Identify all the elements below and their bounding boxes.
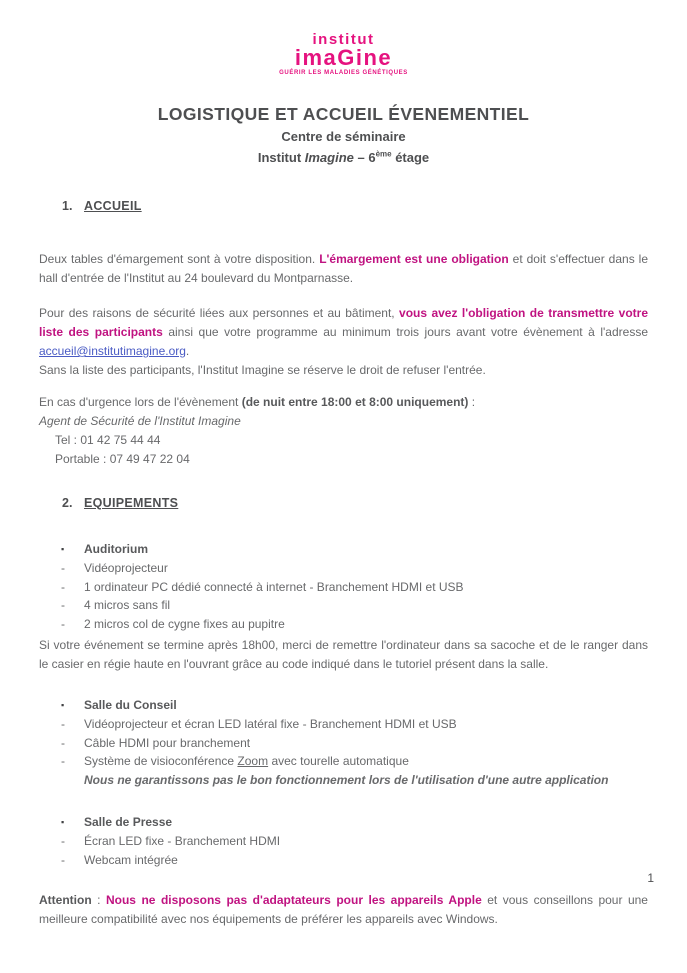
list-item [61, 596, 648, 615]
logo-text-imagine: imaGine [294, 45, 393, 70]
conseil-title-row [61, 696, 648, 715]
page-title: LOGISTIQUE ET ACCUEIL ÉVENEMENTIEL [157, 104, 530, 124]
subtitle-centre: Centre de séminaire [281, 129, 406, 144]
list-item [61, 715, 648, 734]
section-2-heading [62, 494, 648, 513]
p2-text-3: . [185, 344, 190, 358]
presse-title-row [61, 813, 648, 832]
p1-text-1: Deux tables d'émargement sont à votre disposition. [39, 252, 320, 266]
visio-text-2: avec tourelle automatique [268, 754, 409, 768]
attention-text-2: et vous conseillons pour une meilleure compatibilité avec nos équipements de préférer les appareils avec Windows. [39, 893, 648, 926]
dash-bullet-icon: - [61, 834, 65, 848]
p2-highlight: vous avez l'obligation de transmettre votre liste des participants [39, 306, 648, 339]
section-2-number: 2. [62, 496, 73, 510]
conseil-disclaimer: Nous ne garantissons pas le bon fonctionnement lors de l'utilisation d'une autre application [84, 772, 609, 787]
paragraph-securite [39, 304, 648, 380]
list-item-label: 1 ordinateur PC dédié connecté à internet - Branchement HDMI et USB [84, 579, 464, 594]
square-bullet-icon: ▪ [61, 544, 65, 554]
subtitle-location [0, 147, 687, 168]
logo-tagline: GUÉRIR LES MALADIES GÉNÉTIQUES [279, 70, 408, 76]
paragraph-emargement [39, 250, 648, 288]
page-number: 1 [647, 871, 654, 885]
email-link[interactable]: accueil@institutimagine.org [39, 344, 186, 358]
list-item [61, 578, 648, 597]
list-item [61, 832, 648, 851]
urgence-line [39, 393, 648, 412]
dash-bullet-icon: - [61, 754, 65, 768]
subtitle-superscript: ème [375, 149, 392, 159]
conseil-block [39, 696, 648, 771]
subtitle-mid: – 6 [353, 150, 376, 165]
section-1-number: 1. [62, 199, 73, 213]
list-item-visio [61, 752, 648, 771]
security-agent-line: Agent de Sécurité de l'Institut Imagine [39, 414, 241, 428]
list-item-label: 2 micros col de cygne fixes au pupitre [84, 616, 285, 631]
subtitle-pre: Institut [257, 150, 305, 165]
visio-label [84, 752, 409, 771]
section-2-label: EQUIPEMENTS [84, 496, 179, 510]
auditorium-note: Si votre événement se termine après 18h00, merci de remettre l'ordinateur dans sa sacoche et de le ranger dans le casier en régie haute en l'ouvrant grâce au code indiqué dans le tutoriel présent dans la salle. [39, 638, 648, 671]
list-item-label: Vidéoprojecteur [84, 561, 168, 575]
dash-bullet-icon: - [61, 852, 65, 867]
room-title-auditorium: Auditorium [84, 542, 148, 556]
visio-text-1: Système de visioconférence [84, 754, 238, 768]
attention-highlight: Nous ne disposons pas d'adaptateurs pour les appareils Apple [105, 893, 482, 907]
p2-line-2: Sans la liste des participants, l'Institut Imagine se réserve le droit de refuser l'entrée. [39, 363, 486, 377]
attention-paragraph [39, 891, 648, 929]
logo-text-institut: institut [312, 31, 375, 48]
list-item-label: Webcam intégrée [84, 852, 178, 867]
subtitle-imagine-italic: Imagine [304, 150, 354, 165]
list-item [61, 559, 648, 578]
square-bullet-icon: ▪ [61, 700, 65, 710]
presse-block [39, 813, 648, 869]
attention-sep: : [91, 893, 106, 907]
dash-bullet-icon: - [61, 598, 65, 612]
auditorium-title-row [61, 540, 648, 559]
list-item [61, 734, 648, 753]
dash-bullet-icon: - [61, 616, 65, 631]
list-item [61, 851, 648, 870]
dash-bullet-icon: - [61, 735, 65, 750]
paragraph-urgence [39, 393, 648, 469]
urgence-bold: (de nuit entre 18:00 et 8:00 uniquement) [241, 395, 469, 409]
section-1-heading [62, 197, 648, 216]
section-1-label: ACCUEIL [84, 199, 142, 213]
dash-bullet-icon: - [61, 579, 65, 594]
attention-label: Attention [39, 893, 92, 907]
urgence-text-2: : [468, 395, 476, 409]
p1-highlight: L'émargement est une obligation [319, 252, 509, 266]
institut-imagine-logo [0, 0, 687, 77]
p2-text-2: ainsi que votre programme au minimum trois jours avant votre évènement à l'adresse [162, 325, 649, 339]
zoom-underlined: Zoom [237, 754, 269, 768]
list-item [61, 615, 648, 634]
square-bullet-icon: ▪ [61, 817, 65, 827]
list-item-label: Vidéoprojecteur et écran LED latéral fixe - Branchement HDMI et USB [84, 717, 457, 731]
dash-bullet-icon: - [61, 717, 65, 731]
phone-tel: Tel : 01 42 75 44 44 [55, 433, 161, 447]
phone-portable: Portable : 07 49 47 22 04 [55, 452, 190, 466]
subtitle-post: étage [391, 150, 430, 165]
urgence-text-1: En cas d'urgence lors de l'évènement [39, 395, 242, 409]
room-title-presse: Salle de Presse [84, 815, 173, 829]
p2-text-1: Pour des raisons de sécurité liées aux personnes et au bâtiment, [39, 306, 400, 320]
list-item-label: Écran LED fixe - Branchement HDMI [84, 834, 281, 848]
auditorium-block [39, 540, 648, 633]
p1-text-2: et doit s'effectuer dans le hall d'entrée de l'Institut au 24 boulevard du Montparnasse. [39, 252, 648, 285]
list-item-label: Câble HDMI pour branchement [84, 735, 251, 750]
dash-bullet-icon: - [61, 561, 65, 575]
list-item-label: 4 micros sans fil [84, 598, 171, 612]
room-title-conseil: Salle du Conseil [84, 698, 177, 712]
